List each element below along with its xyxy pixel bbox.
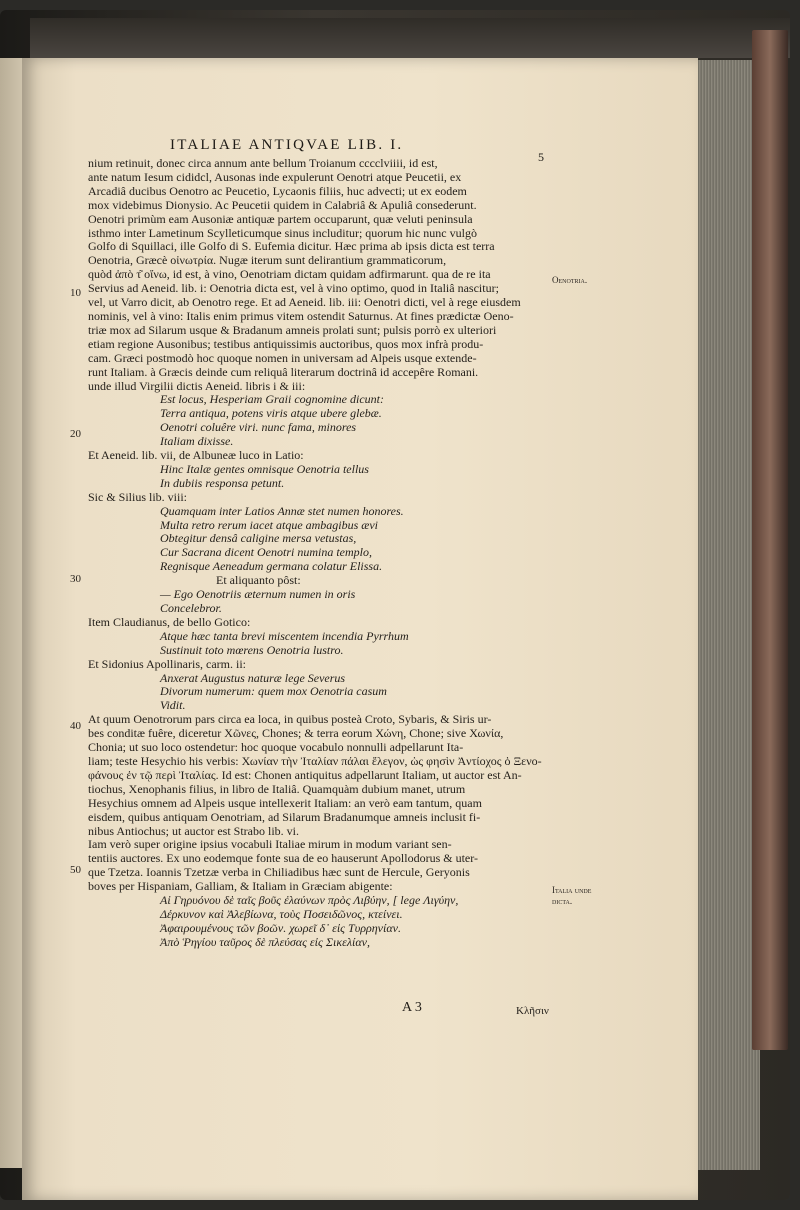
verse-line: Anxerat Augustus naturæ lege Severus xyxy=(160,670,346,685)
verse-line: Cur Sacrana dicent Oenotri numina templo, xyxy=(160,545,372,560)
line-number: 50 xyxy=(70,864,81,876)
greek-verse-line: Δέρκυνον καὶ Ἀλεβίωνα, τοὺς Ποσειδῶνος, κτείνει. xyxy=(160,906,403,921)
page-block-edge xyxy=(690,60,760,1170)
text-line: triæ mox ad Silarum usque & Bradanum amneis prolati sunt; pulsis porrò ex ulteriori xyxy=(88,322,497,337)
greek-verse-line: Ἀφαιρουμένους τῶν βοῶν. χωρεῖ δ᾽ εἰς Τυρρηνίαν. xyxy=(160,920,401,935)
margin-note-italia: Italia unde dicta. xyxy=(552,885,592,906)
line-number: 10 xyxy=(70,287,81,299)
text-line: Golfo di Squillaci, ille Golfo di S. Eufemia dicitur. Hæc prima ab ipsis dicta est terra xyxy=(88,239,495,254)
verse-line: Hinc Italæ gentes omnisque Oenotria tellus xyxy=(160,461,369,476)
verse-line: Atque hæc tanta brevi miscentem incendia Pyrrhum xyxy=(160,628,409,643)
text-line: isthmo inter Lametinum Scylleticumque sinus includitur; quorum hic nunc vulgò xyxy=(88,225,477,240)
text-line: que Tzetza. Ioannis Tzetzæ verba in Chiliadibus hæc sunt de Hercule, Geryonis xyxy=(88,865,470,880)
margin-note-oenotria: Oenotria. xyxy=(552,275,588,285)
text-line: Servius ad Aeneid. lib. i: Oenotria dicta est, vel à vino optimo, quod in Italiâ nascitur; xyxy=(88,281,499,296)
verse-line: Concelebror. xyxy=(160,601,222,615)
verse-line: In dubiis responsa petunt. xyxy=(160,475,285,490)
verse-line: Divorum numerum: quem mox Oenotria casum xyxy=(160,684,387,699)
text-line: tiochus, Xenophanis filius, in libro de Italiâ. Quamquàm dubium manet, utrum xyxy=(88,781,466,796)
line-number: 40 xyxy=(70,720,81,732)
text-line: tentiis auctores. Ex uno eodemque fonte sua de eo hauserunt Apollodorus & uter- xyxy=(88,851,478,866)
text-line: φάνους ἐν τῷ περὶ Ἰταλίας. Id est: Chonen antiquitus adpellarunt Italiam, ut auctor est An- xyxy=(88,767,522,782)
text-line: liam; teste Hesychio his verbis: Χωνίαν τὴν Ἰταλίαν πάλαι ἔλεγον, ὡς φησὶν Ἀντίοχος ὁ Ξενο- xyxy=(88,753,542,768)
text-line: nominis, vel à vino: Italis enim primus vitem ostendit Saturnus. At fines prædictæ Oeno- xyxy=(88,308,514,323)
verse-line: Italiam dixisse. xyxy=(160,434,234,449)
greek-verse-line: Αἱ Γηρυόνου δὲ ταῖς βοῦς ἐλαύνων πρὸς Λιβύην, [ lege Λιγύην, xyxy=(160,893,459,908)
text-line: Sic & Silius lib. viii: xyxy=(88,489,188,504)
book-cover-right xyxy=(752,30,788,1050)
text-line: mox videbimus Dionysio. Ac Peucetii quidem in Calabriâ & Apuliâ consederunt. xyxy=(88,197,477,212)
text-line: Iam verò super origine ipsius vocabuli Italiae mirum in modum variant sen- xyxy=(88,837,452,852)
text-line: Chonia; ut suo loco ostendetur: hoc quoque vocabulo nonnulli adpellarunt Ita- xyxy=(88,740,464,755)
verse-line: Sustinuit toto mœrens Oenotria lustro. xyxy=(160,642,344,657)
page-body xyxy=(88,157,548,950)
running-head: ITALIAE ANTIQVAE LIB. I. xyxy=(170,137,404,153)
line-number: 30 xyxy=(70,573,81,585)
text-line: Et Aeneid. lib. vii, de Albuneæ luco in Latio: xyxy=(88,448,304,463)
text-line: Et aliquanto pôst: xyxy=(216,573,301,588)
catchword: Κλῆσιν xyxy=(516,1005,549,1017)
text-line: vel, ut Varro dicit, ab Oenotro rege. Et ad Aeneid. lib. iii: Oenotri dicti, vel à rege eiusdem xyxy=(88,295,521,310)
greek-verse-line: Ἀπὸ Ῥηγίου ταῦρος δὲ πλεύσας εἰς Σικελίαν, xyxy=(160,934,370,949)
text-line: unde illud Virgilii dictis Aeneid. libris i & iii: xyxy=(88,378,306,393)
text-line: boves per Hispaniam, Galliam, & Italiam in Græciam abigente: xyxy=(88,879,393,894)
text-line: Oenotria, Græcè οἰνωτρία. Nugæ iterum sunt delirantium grammaticorum, xyxy=(88,253,447,268)
page-number: 5 xyxy=(538,150,544,164)
verse-line: Terra antiqua, potens viris atque ubere glebæ. xyxy=(160,406,382,421)
book-cover-top xyxy=(30,18,790,58)
line-number: 20 xyxy=(70,428,81,440)
text-line: Hesychius omnem ad Alpeis usque intellexerit Italiam: an verò eam tantum, quam xyxy=(88,795,482,810)
text-line: At quum Oenotrorum pars circa ea loca, in quibus posteà Croto, Sybaris, & Siris ur- xyxy=(88,712,492,727)
text-line: ante natum Iesum cididcl, Ausonas inde expulerunt Oenotri atque Peucetii, ex xyxy=(88,169,462,184)
verse-line: Est locus, Hesperiam Graii cognomine dicunt: xyxy=(160,392,384,407)
text-line: runt Italiam. à Græcis deinde cum reliquâ literarum doctrinâ id accepêre Romani. xyxy=(88,364,479,379)
signature-mark: A 3 xyxy=(402,1000,422,1015)
text-line: Arcadiâ ducibus Oenotro ac Peucetio, Lycaonis filiis, huc advecti; ut ex eodem xyxy=(88,183,467,198)
text-line: cam. Græci postmodò hoc quoque nomen in universam ad Alpeis usque extende- xyxy=(88,350,477,365)
text-line: nibus Antiochus; ut auctor est Strabo lib. vi. xyxy=(88,823,299,838)
verse-line: Quamquam inter Latios Annæ stet numen honores. xyxy=(160,503,404,518)
text-line: bes conditæ fuêre, diceretur Χῶνες, Chones; & terra eorum Χώνη, Chone; sive Χωνία, xyxy=(88,726,504,741)
text-line: Oenotri primùm eam Ausoniæ antiquæ partem occuparunt, quæ veluti peninsula xyxy=(88,211,473,226)
text-line: quòd ἀπὸ τ͂ οἴνω, id est, à vino, Oenotriam dictam quidam adfirmarunt. qua de re ita xyxy=(88,267,491,282)
text-line: etiam regione Ausonibus; testibus antiquissimis auctoribus, quos mox infrà produ- xyxy=(88,336,484,351)
verse-line: Oenotri coluêre viri. nunc fama, minores xyxy=(160,420,357,435)
text-line: Et Sidonius Apollinaris, carm. ii: xyxy=(88,656,246,671)
verse-line: — Ego Oenotriis æternum numen in oris xyxy=(160,587,356,602)
verse-line: Obtegitur densâ caligine mersa vetustas, xyxy=(160,531,357,546)
verse-line: Vidit. xyxy=(160,698,186,713)
verse-line: Regnisque Aeneadum germana colatur Elissa. xyxy=(160,559,383,574)
verse-line: Multa retro rerum iacet atque ambagibus ævi xyxy=(160,517,378,532)
text-line: eisdem, quibus antiquam Oenotriam, ad Silarum Bradanumque amneis inclusit fi- xyxy=(88,809,481,824)
text-line: nium retinuit, donec circa annum ante bellum Troianum cccclviiii, id est, xyxy=(88,156,438,170)
text-line: Item Claudianus, de bello Gotico: xyxy=(88,614,251,629)
